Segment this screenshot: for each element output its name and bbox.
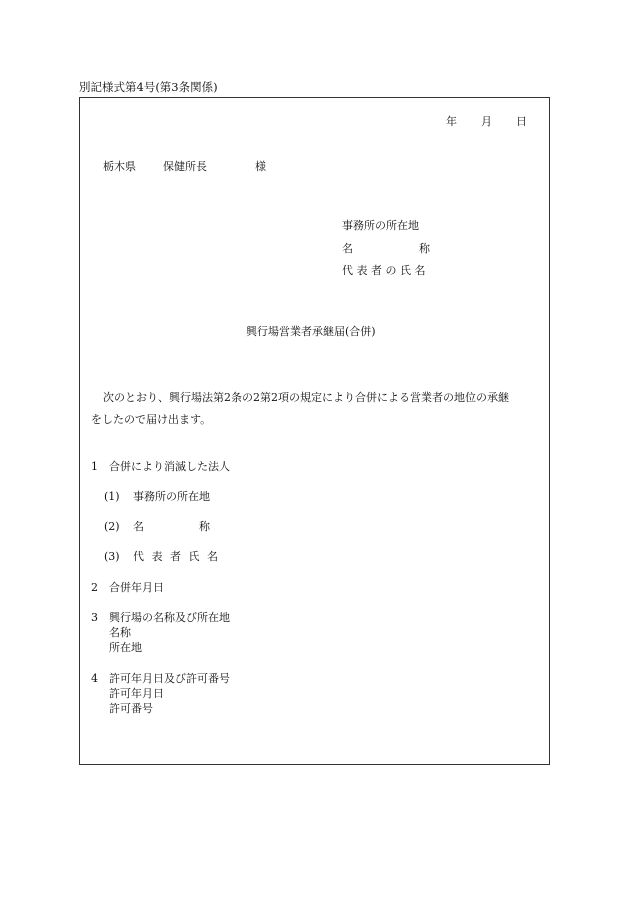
item-3-line-1: 名称 xyxy=(109,626,131,639)
item-1-sub-2-label: 名 称 xyxy=(133,520,210,533)
item-2-number: 2 xyxy=(91,581,98,594)
date-year: 年 xyxy=(446,115,457,128)
item-3-label: 興行場の名称及び所在地 xyxy=(109,611,230,624)
item-4-label: 許可年月日及び許可番号 xyxy=(109,672,230,685)
addressee-office: 保健所長 xyxy=(163,160,207,173)
item-3-line-2: 所在地 xyxy=(109,641,142,654)
item-1-sub-2-number: (2) xyxy=(104,520,120,533)
applicant-name-label: 名 称 xyxy=(342,242,430,255)
item-1-sub-1-number: (1) xyxy=(104,490,120,503)
item-2-label: 合併年月日 xyxy=(109,581,164,594)
body-line-2: をしたので届け出ます。 xyxy=(91,413,212,426)
item-4-line-1: 許可年月日 xyxy=(109,687,164,700)
item-4-number: 4 xyxy=(91,672,98,685)
item-4-line-2: 許可番号 xyxy=(109,702,153,715)
item-3-number: 3 xyxy=(91,611,98,624)
addressee-prefecture: 栃木県 xyxy=(103,160,136,173)
applicant-representative-label: 代 表 者 の 氏 名 xyxy=(342,264,426,277)
date-month: 月 xyxy=(481,115,492,128)
form-frame xyxy=(79,97,550,765)
form-label: 別記様式第4号(第3条関係) xyxy=(79,80,218,94)
item-1-sub-3-label: 代 表 者 氏 名 xyxy=(133,550,220,563)
item-1-sub-1-label: 事務所の所在地 xyxy=(133,490,210,503)
addressee-honorific: 様 xyxy=(255,160,266,173)
item-1-label: 合併により消滅した法人 xyxy=(109,460,230,473)
item-1-number: 1 xyxy=(91,460,98,473)
item-1-sub-3-number: (3) xyxy=(104,550,120,563)
document-title: 興行場営業者承継届(合併) xyxy=(246,325,376,338)
applicant-address-label: 事務所の所在地 xyxy=(342,219,419,232)
body-line-1: 次のとおり、興行場法第2条の2第2項の規定により合併による営業者の地位の承継 xyxy=(103,391,509,404)
date-day: 日 xyxy=(516,115,527,128)
